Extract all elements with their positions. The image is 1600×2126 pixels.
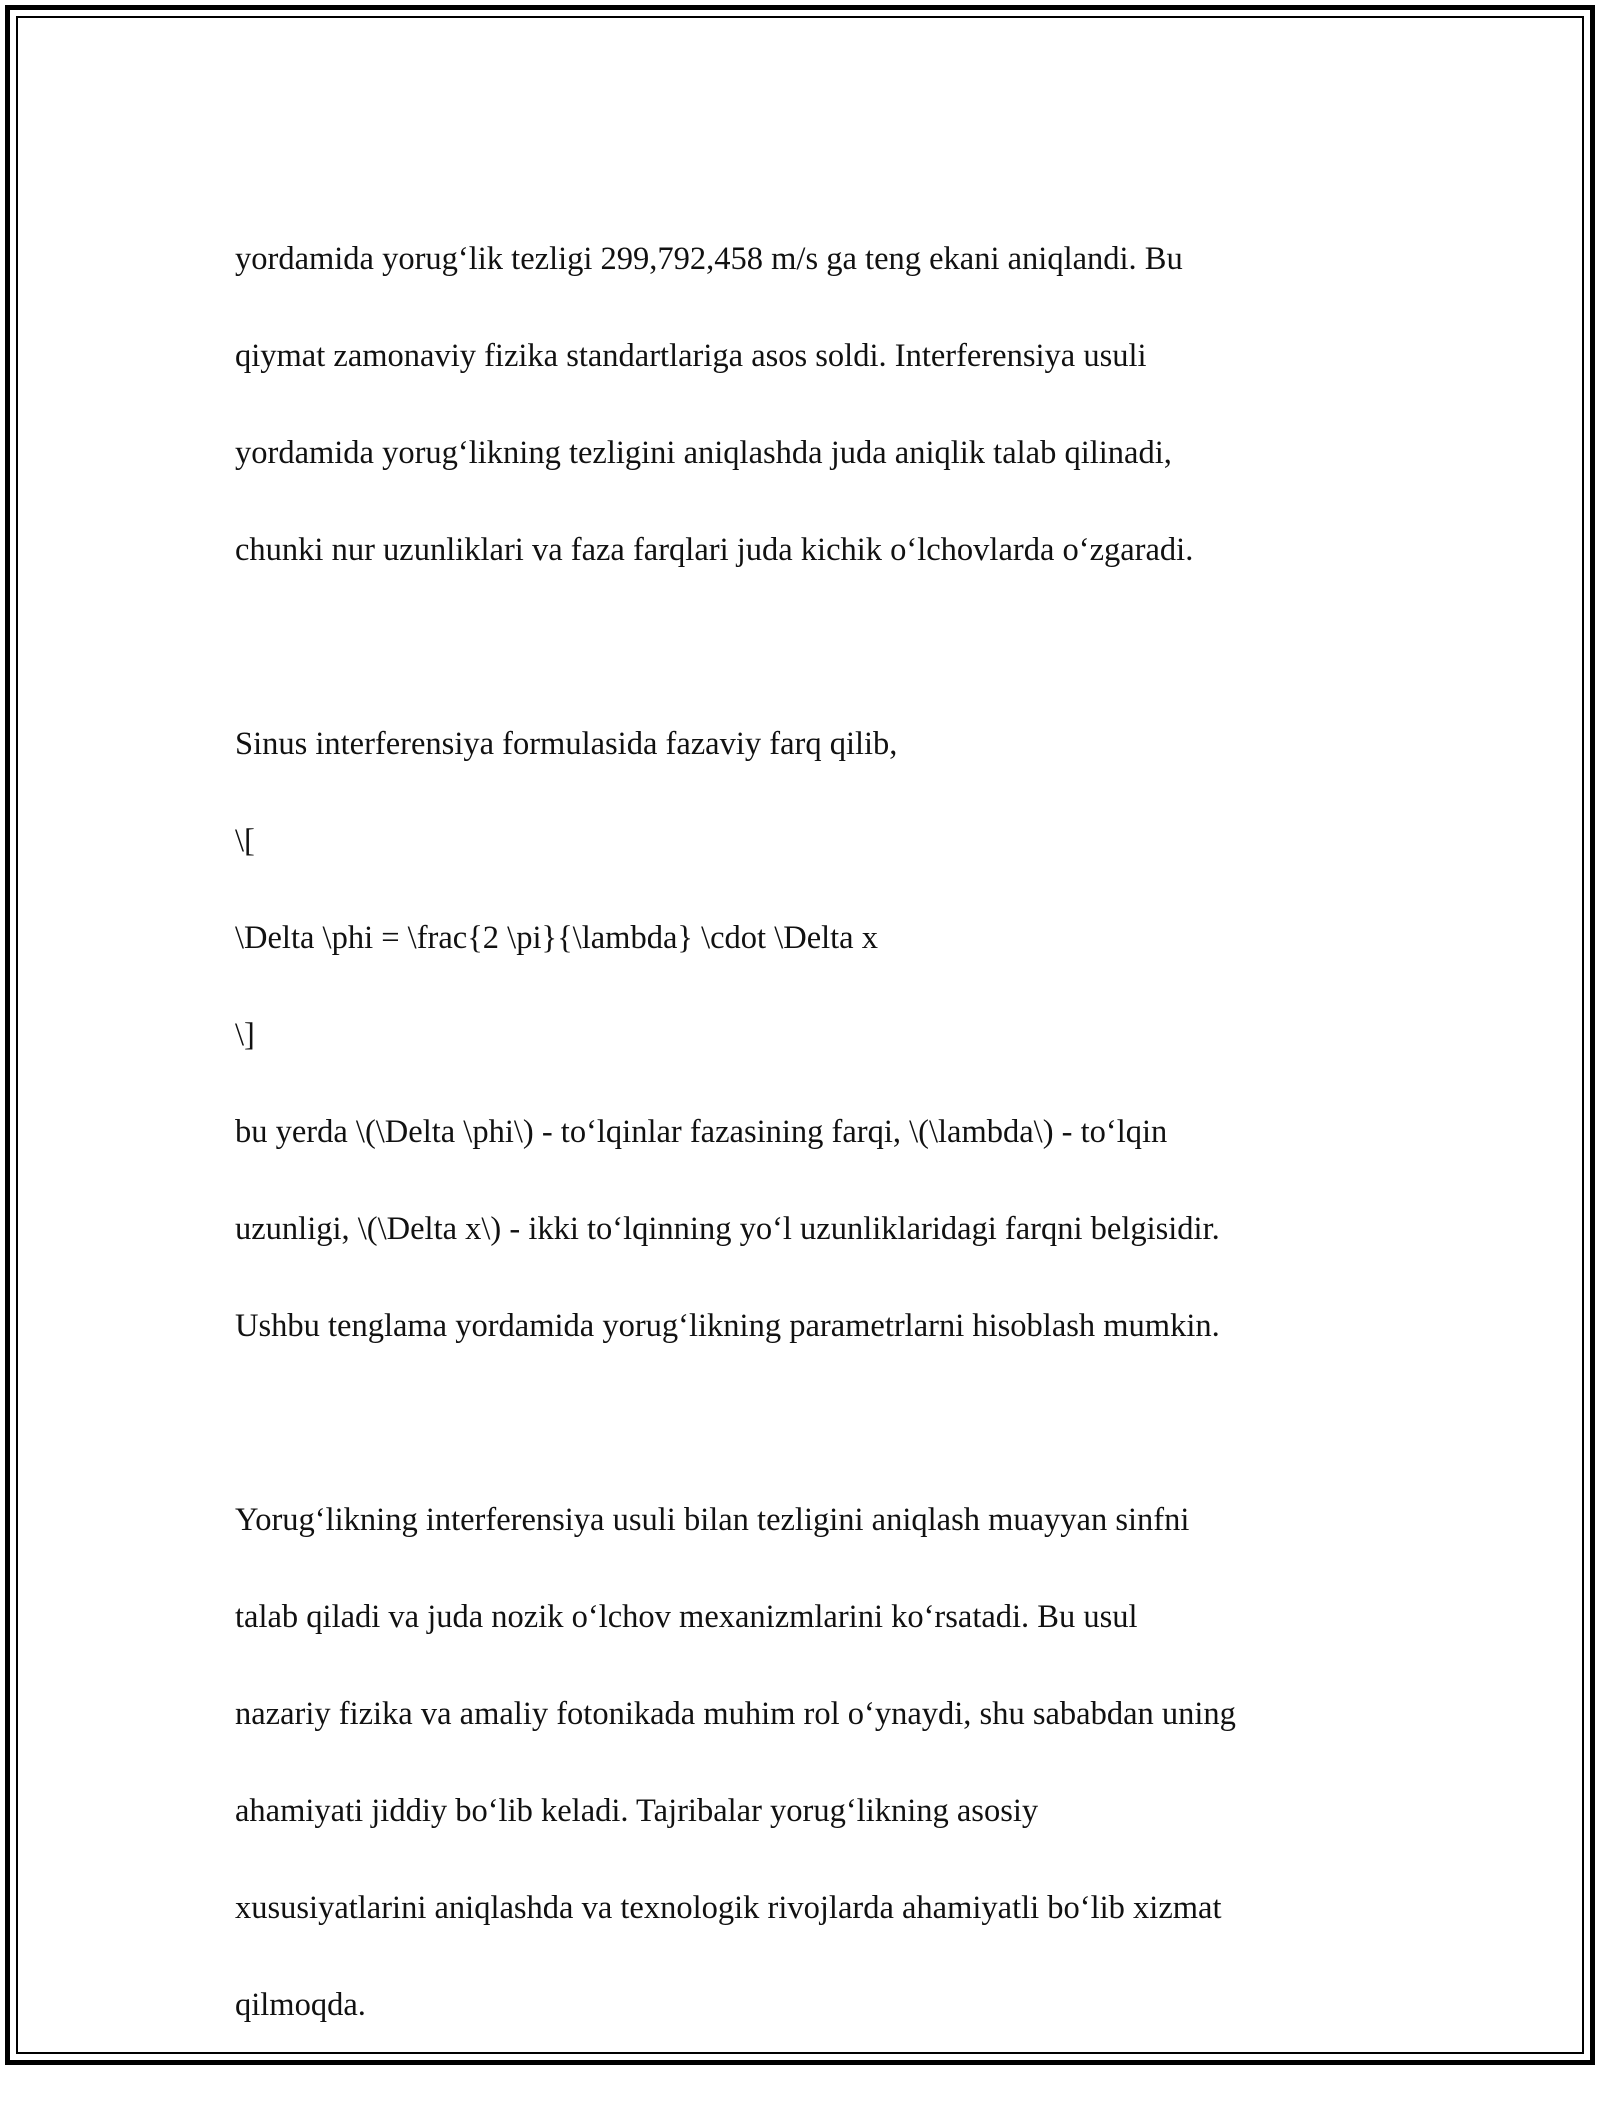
text-line: qilmoqda. [235, 1986, 366, 2023]
formula-open: \[ [235, 822, 255, 859]
text-line: Sinus interferensiya formulasida fazaviy farq qilib, [235, 725, 898, 762]
text-line: Yorug‘likning interferensiya usuli bilan tezligini aniqlash muayyan sinfni [235, 1501, 1190, 1538]
text-line: nazariy fizika va amaliy fotonikada muhim rol o‘ynaydi, shu sababdan uning [235, 1695, 1236, 1732]
text-line: Ushbu tenglama yordamida yorug‘likning parametrlarni hisoblash mumkin. [235, 1307, 1220, 1344]
text-line: uzunligi, \(\Delta x\) - ikki to‘lqinning yo‘l uzunliklaridagi farqni belgisidir. [235, 1210, 1220, 1247]
text-line: ahamiyati jiddiy bo‘lib keladi. Tajribalar yorug‘likning asosiy [235, 1792, 1039, 1829]
text-line: bu yerda \(\Delta \phi\) - to‘lqinlar fazasining farqi, \(\lambda\) - to‘lqin [235, 1113, 1168, 1150]
paragraph-phase-formula [235, 671, 1375, 1399]
text-line: xususiyatlarini aniqlashda va texnologik rivojlarda ahamiyatli bo‘lib xizmat [235, 1889, 1222, 1926]
text-line: yordamida yorug‘lik tezligi 299,792,458 m/s ga teng ekani aniqlandi. Bu [235, 240, 1183, 277]
formula-close: \] [235, 1016, 255, 1053]
text-line: qiymat zamonaviy fizika standartlariga asos soldi. Interferensiya usuli [235, 337, 1147, 374]
paragraph-conclusion [235, 1447, 1375, 2078]
text-line: chunki nur uzunliklari va faza farqlari juda kichik o‘lchovlarda o‘zgaradi. [235, 531, 1194, 568]
document-body [235, 186, 1375, 2126]
formula-body: \Delta \phi = \frac{2 \pi}{\lambda} \cdot \Delta x [235, 919, 878, 956]
paragraph-speed-of-light [235, 186, 1375, 623]
text-line: yordamida yorug‘likning tezligini aniqlashda juda aniqlik talab qilinadi, [235, 434, 1172, 471]
text-line: talab qiladi va juda nozik o‘lchov mexanizmlarini ko‘rsatadi. Bu usul [235, 1598, 1138, 1635]
